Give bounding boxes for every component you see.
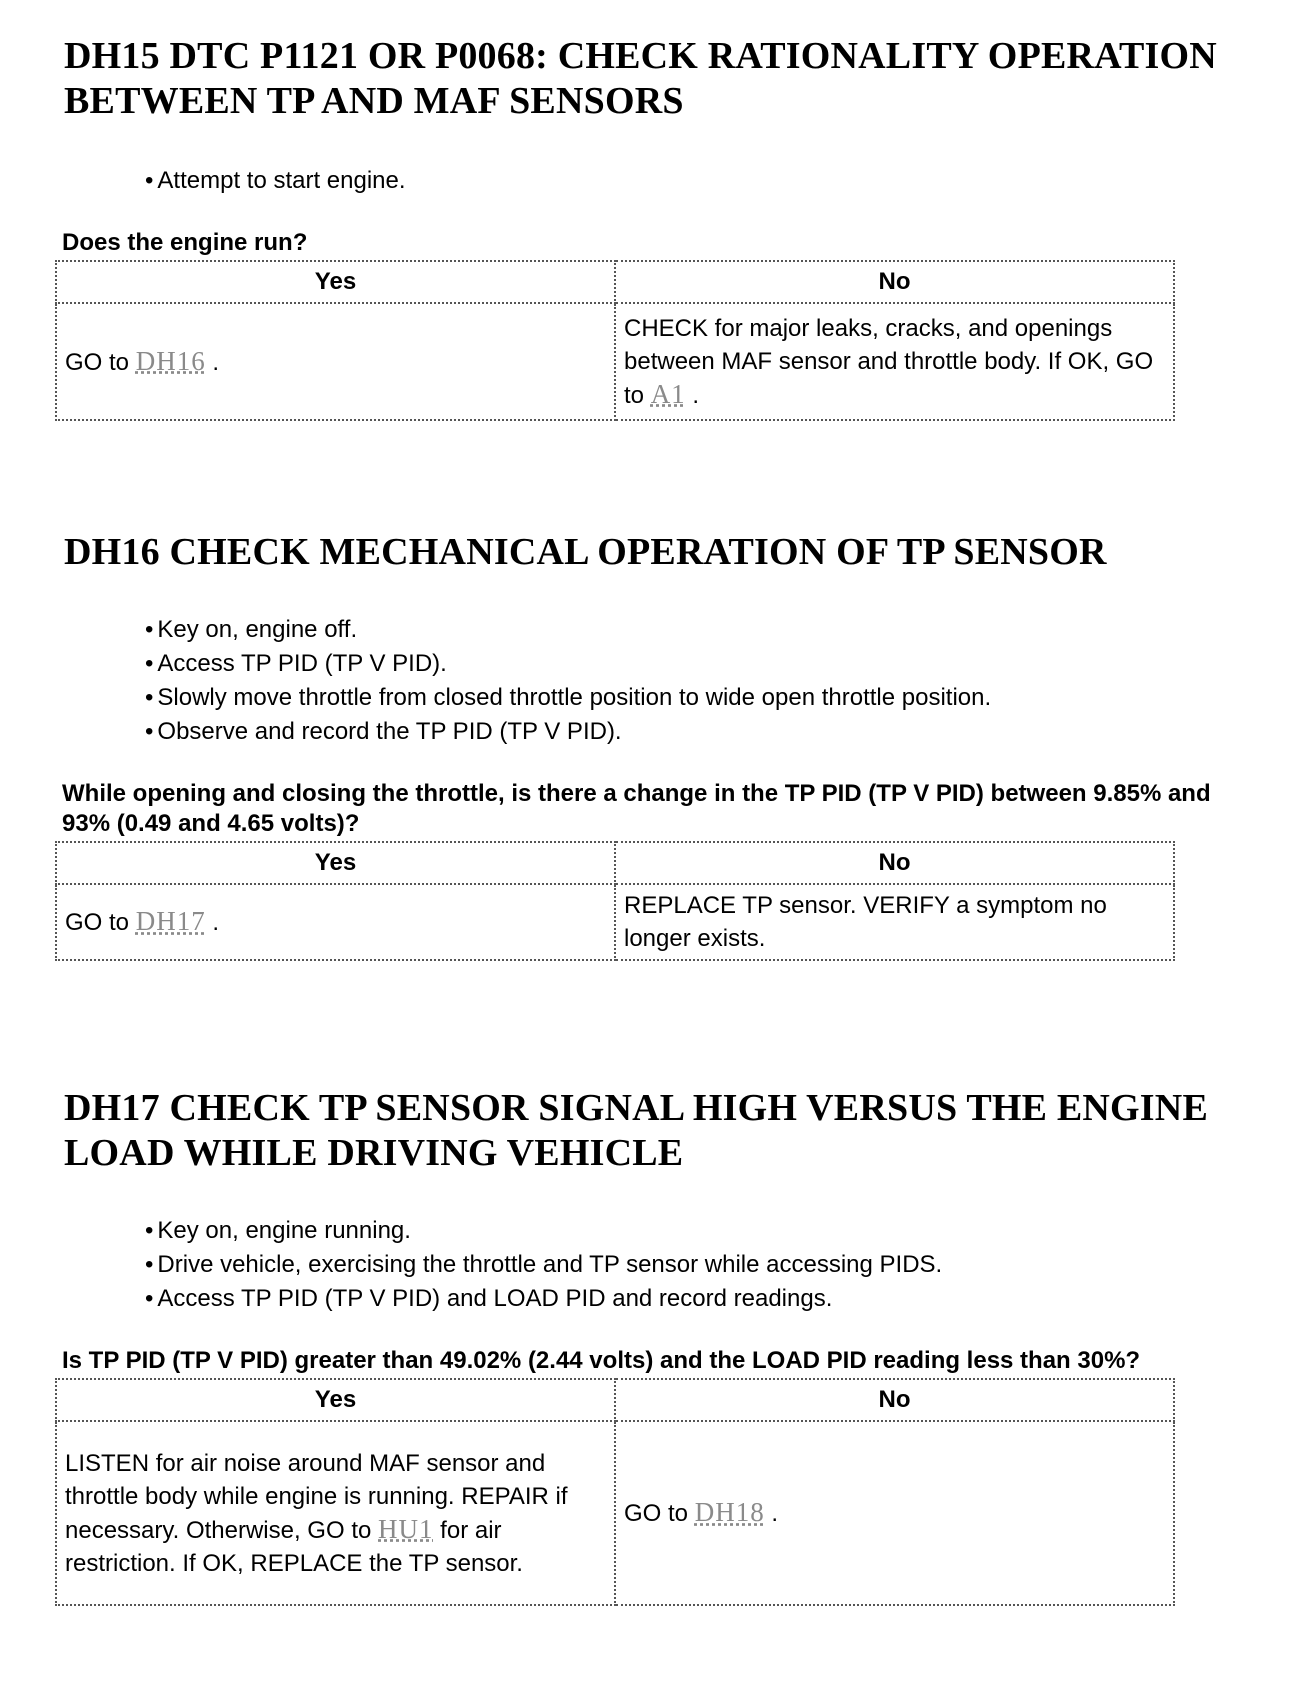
yes-text: GO to bbox=[65, 348, 130, 376]
yes-cell bbox=[56, 1421, 615, 1605]
instruction-list bbox=[64, 613, 1264, 749]
yes-suffix: . bbox=[212, 348, 220, 376]
step-dh15 bbox=[64, 34, 1264, 421]
question: Does the engine run? bbox=[62, 229, 308, 256]
step-title: DH16 CHECK MECHANICAL OPERATION OF TP SENSOR bbox=[64, 531, 1107, 573]
yes-suffix: . bbox=[212, 909, 220, 936]
yes-no-table bbox=[55, 841, 1175, 961]
step-dh16 bbox=[64, 530, 1264, 961]
instruction-list bbox=[64, 164, 1264, 198]
yes-text: GO to bbox=[65, 909, 130, 936]
no-cell bbox=[615, 1421, 1174, 1605]
instruction-item: • Key on, engine running. bbox=[145, 1214, 1264, 1248]
no-text: CHECK for major leaks, cracks, and openings between MAF sensor and throttle body. If OK, GO to bbox=[624, 314, 1154, 409]
question: Is TP PID (TP V PID) greater than 49.02% (2.44 volts) and the LOAD PID reading less than 30%? bbox=[62, 1347, 1141, 1374]
a1-link[interactable]: A1 bbox=[650, 378, 686, 409]
yes-header: Yes bbox=[56, 842, 615, 884]
no-suffix: . bbox=[771, 1500, 779, 1527]
yes-header: Yes bbox=[56, 1379, 615, 1421]
instruction-list bbox=[64, 1214, 1264, 1316]
no-text: REPLACE TP sensor. VERIFY a symptom no longer exists. bbox=[624, 892, 1107, 952]
no-text: GO to bbox=[624, 1500, 689, 1527]
no-cell bbox=[615, 303, 1174, 420]
instruction-item: • Drive vehicle, exercising the throttle and TP sensor while accessing PIDS. bbox=[145, 1248, 1264, 1282]
dh16-link[interactable]: DH16 bbox=[135, 345, 206, 376]
instruction-item: • Access TP PID (TP V PID) and LOAD PID and record readings. bbox=[145, 1282, 1264, 1316]
yes-header: Yes bbox=[56, 261, 615, 303]
yes-text: LISTEN for air noise around MAF sensor and throttle body while engine is running. REPAIR if necessary. Otherwise, GO to bbox=[65, 1449, 568, 1544]
no-suffix: . bbox=[692, 381, 700, 409]
instruction-item: • Key on, engine off. bbox=[145, 613, 1264, 647]
hu1-link[interactable]: HU1 bbox=[378, 1513, 434, 1544]
dh17-link[interactable]: DH17 bbox=[135, 906, 206, 936]
instruction-item: • Attempt to start engine. bbox=[145, 164, 1264, 198]
step-title: DH15 DTC P1121 OR P0068: CHECK RATIONALITY OPERATION BETWEEN TP AND MAF SENSORS bbox=[64, 35, 1217, 122]
no-header: No bbox=[615, 842, 1174, 884]
no-header: No bbox=[615, 1379, 1174, 1421]
instruction-item: • Observe and record the TP PID (TP V PID). bbox=[145, 715, 1264, 749]
step-dh17 bbox=[64, 1086, 1264, 1606]
instruction-item: • Slowly move throttle from closed throttle position to wide open throttle position. bbox=[145, 681, 1264, 715]
step-title: DH17 CHECK TP SENSOR SIGNAL HIGH VERSUS THE ENGINE LOAD WHILE DRIVING VEHICLE bbox=[64, 1087, 1208, 1174]
question: While opening and closing the throttle, is there a change in the TP PID (TP V PID) between 9.85% and 93% (0.49 and 4.65 volts)? bbox=[62, 780, 1211, 837]
instruction-item: • Access TP PID (TP V PID). bbox=[145, 647, 1264, 681]
yes-cell bbox=[56, 303, 615, 420]
yes-no-table bbox=[55, 260, 1175, 421]
yes-cell bbox=[56, 884, 615, 960]
no-header: No bbox=[615, 261, 1174, 303]
dh18-link[interactable]: DH18 bbox=[694, 1497, 765, 1527]
no-cell bbox=[615, 884, 1174, 960]
yes-no-table bbox=[55, 1378, 1175, 1606]
yes-suffix: for air restriction. If OK, REPLACE the TP sensor. bbox=[65, 1516, 523, 1577]
